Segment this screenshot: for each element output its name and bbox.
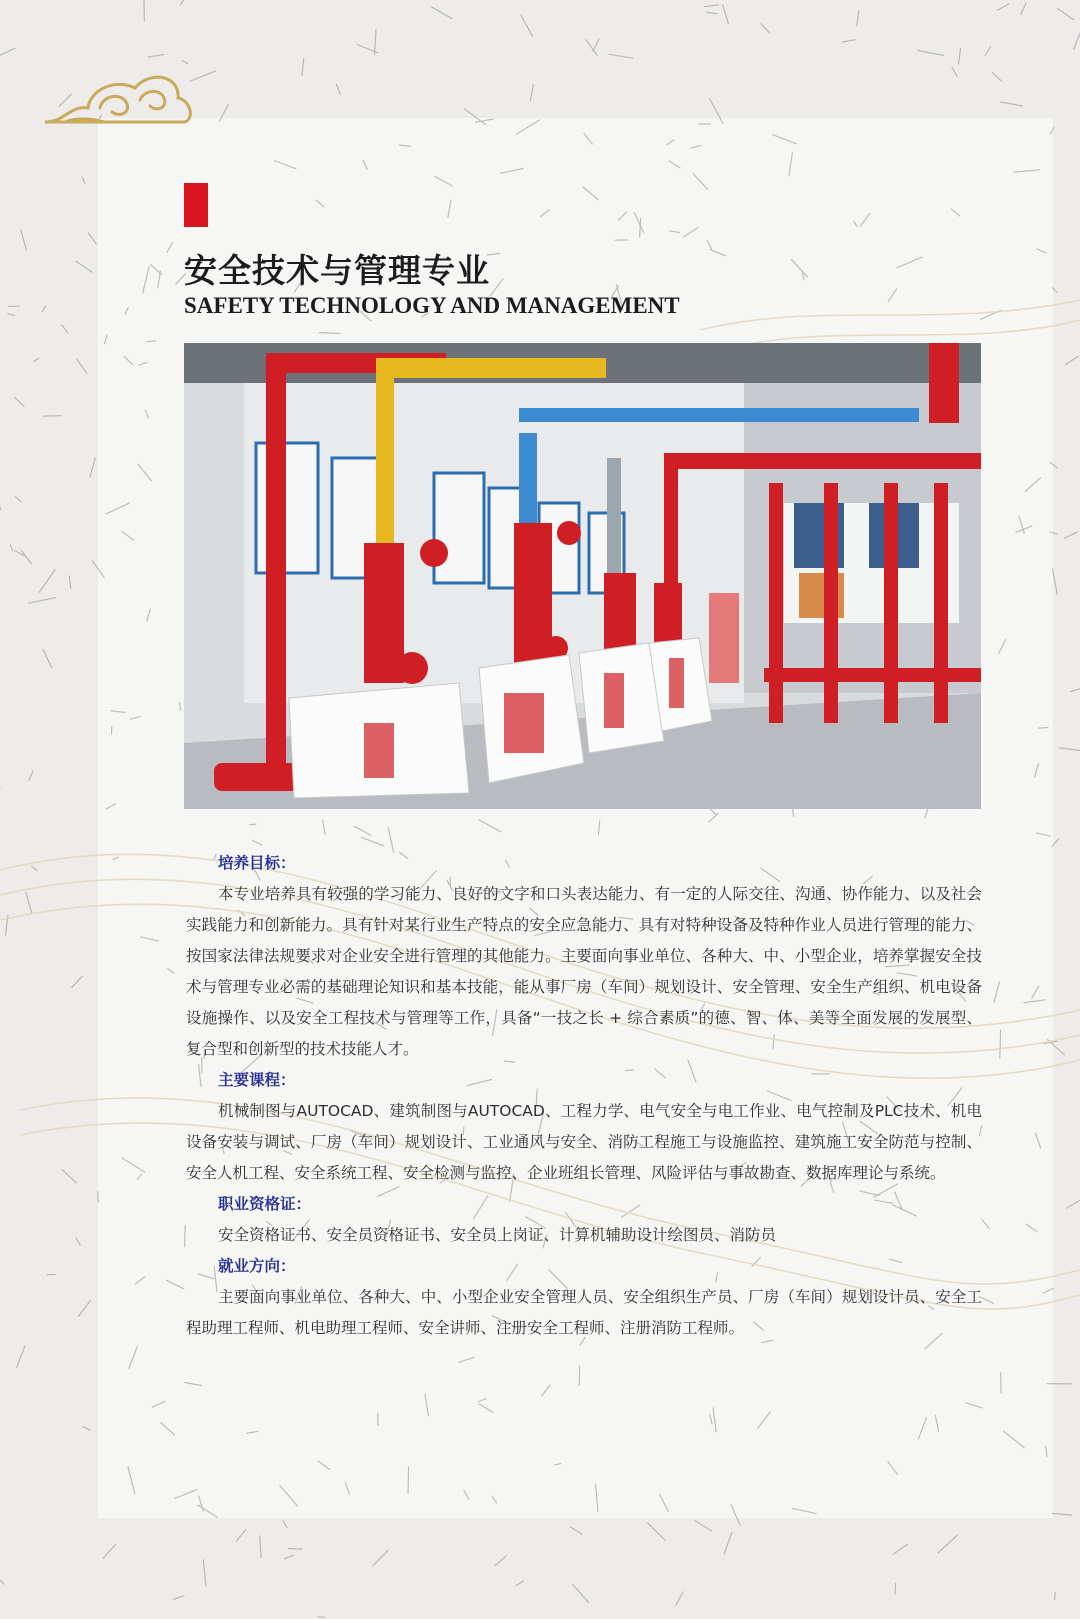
paper-fiber	[98, 1192, 99, 1203]
paper-fiber	[1055, 1593, 1056, 1600]
paper-fiber	[318, 1617, 325, 1618]
section-body-training-goal: 本专业培养具有较强的学习能力、良好的文字和口头表达能力、有一定的人际交往、沟通、协作能力、以及社会实践能力和创新能力。具有针对某行业生产特点的安全应急能力、具有对特种设备及特种作业人员进行管理的能力、按国家法律法规要求对企业安全进行管理的其他能力。主要面向事业单位、各种大、中、小型企业，培养掌握安全技术与管理专业必需的基础理论知识和基本技能，能从事厂房（车间）规划设计、安全管理、安全生产组织、机电设备设施操作、以及安全工程技术与管理等工作，具备“一技之长 + 综合素质”的德、智、体、美等全面发展的发展型、复合型和创新型的技术技能人才。	[186, 885, 982, 1058]
section-heading-training-goal: 培养目标：	[218, 854, 296, 872]
section-heading-employment: 就业方向：	[218, 1257, 296, 1275]
page-title: 安全技术与管理专业	[184, 251, 490, 290]
paper-fiber	[288, 1549, 302, 1550]
paper-fiber	[1039, 728, 1048, 729]
paper-fiber	[144, 0, 145, 21]
paper-fiber	[895, 1583, 896, 1594]
paper-fiber	[1000, 1030, 1001, 1058]
page-subtitle-english: SAFETY TECHNOLOGY AND MANAGEMENT	[184, 293, 680, 318]
paper-fiber	[250, 824, 256, 825]
section-heading-certificates: 职业资格证：	[218, 1195, 312, 1213]
title-accent-bar	[184, 183, 208, 227]
paper-fiber	[147, 341, 156, 342]
paper-fiber	[408, 1467, 409, 1493]
section-body-certificates: 安全资格证书、安全员资格证书、安全员上岗证、计算机辅助设计绘图员、消防员	[218, 1226, 777, 1244]
section-body-main-courses: 机械制图与AUTOCAD、建筑制图与AUTOCAD、工程力学、电气安全与电工作业、电气控制及PLC技术、机电设备安装与调试、厂房（车间）规划设计、工业通风与安全、消防工程施工与设施监控、建筑施工安全防范与控制、安全人机工程、安全系统工程、安全检测与监控、企业班组长管理、风险评估与事故勘查、数据库理论与系统。	[186, 1102, 982, 1182]
cloud-ornament-icon	[40, 60, 200, 135]
training-room-photo	[184, 343, 981, 809]
section-heading-main-courses: 主要课程：	[218, 1071, 296, 1089]
section-body-employment: 主要面向事业单位、各种大、中、小型企业安全管理人员、安全组织生产员、厂房（车间）规划设计员、安全工程助理工程师、机电助理工程师、安全讲师、注册安全工程师、注册消防工程师。	[186, 1288, 982, 1337]
program-description	[186, 848, 982, 1344]
